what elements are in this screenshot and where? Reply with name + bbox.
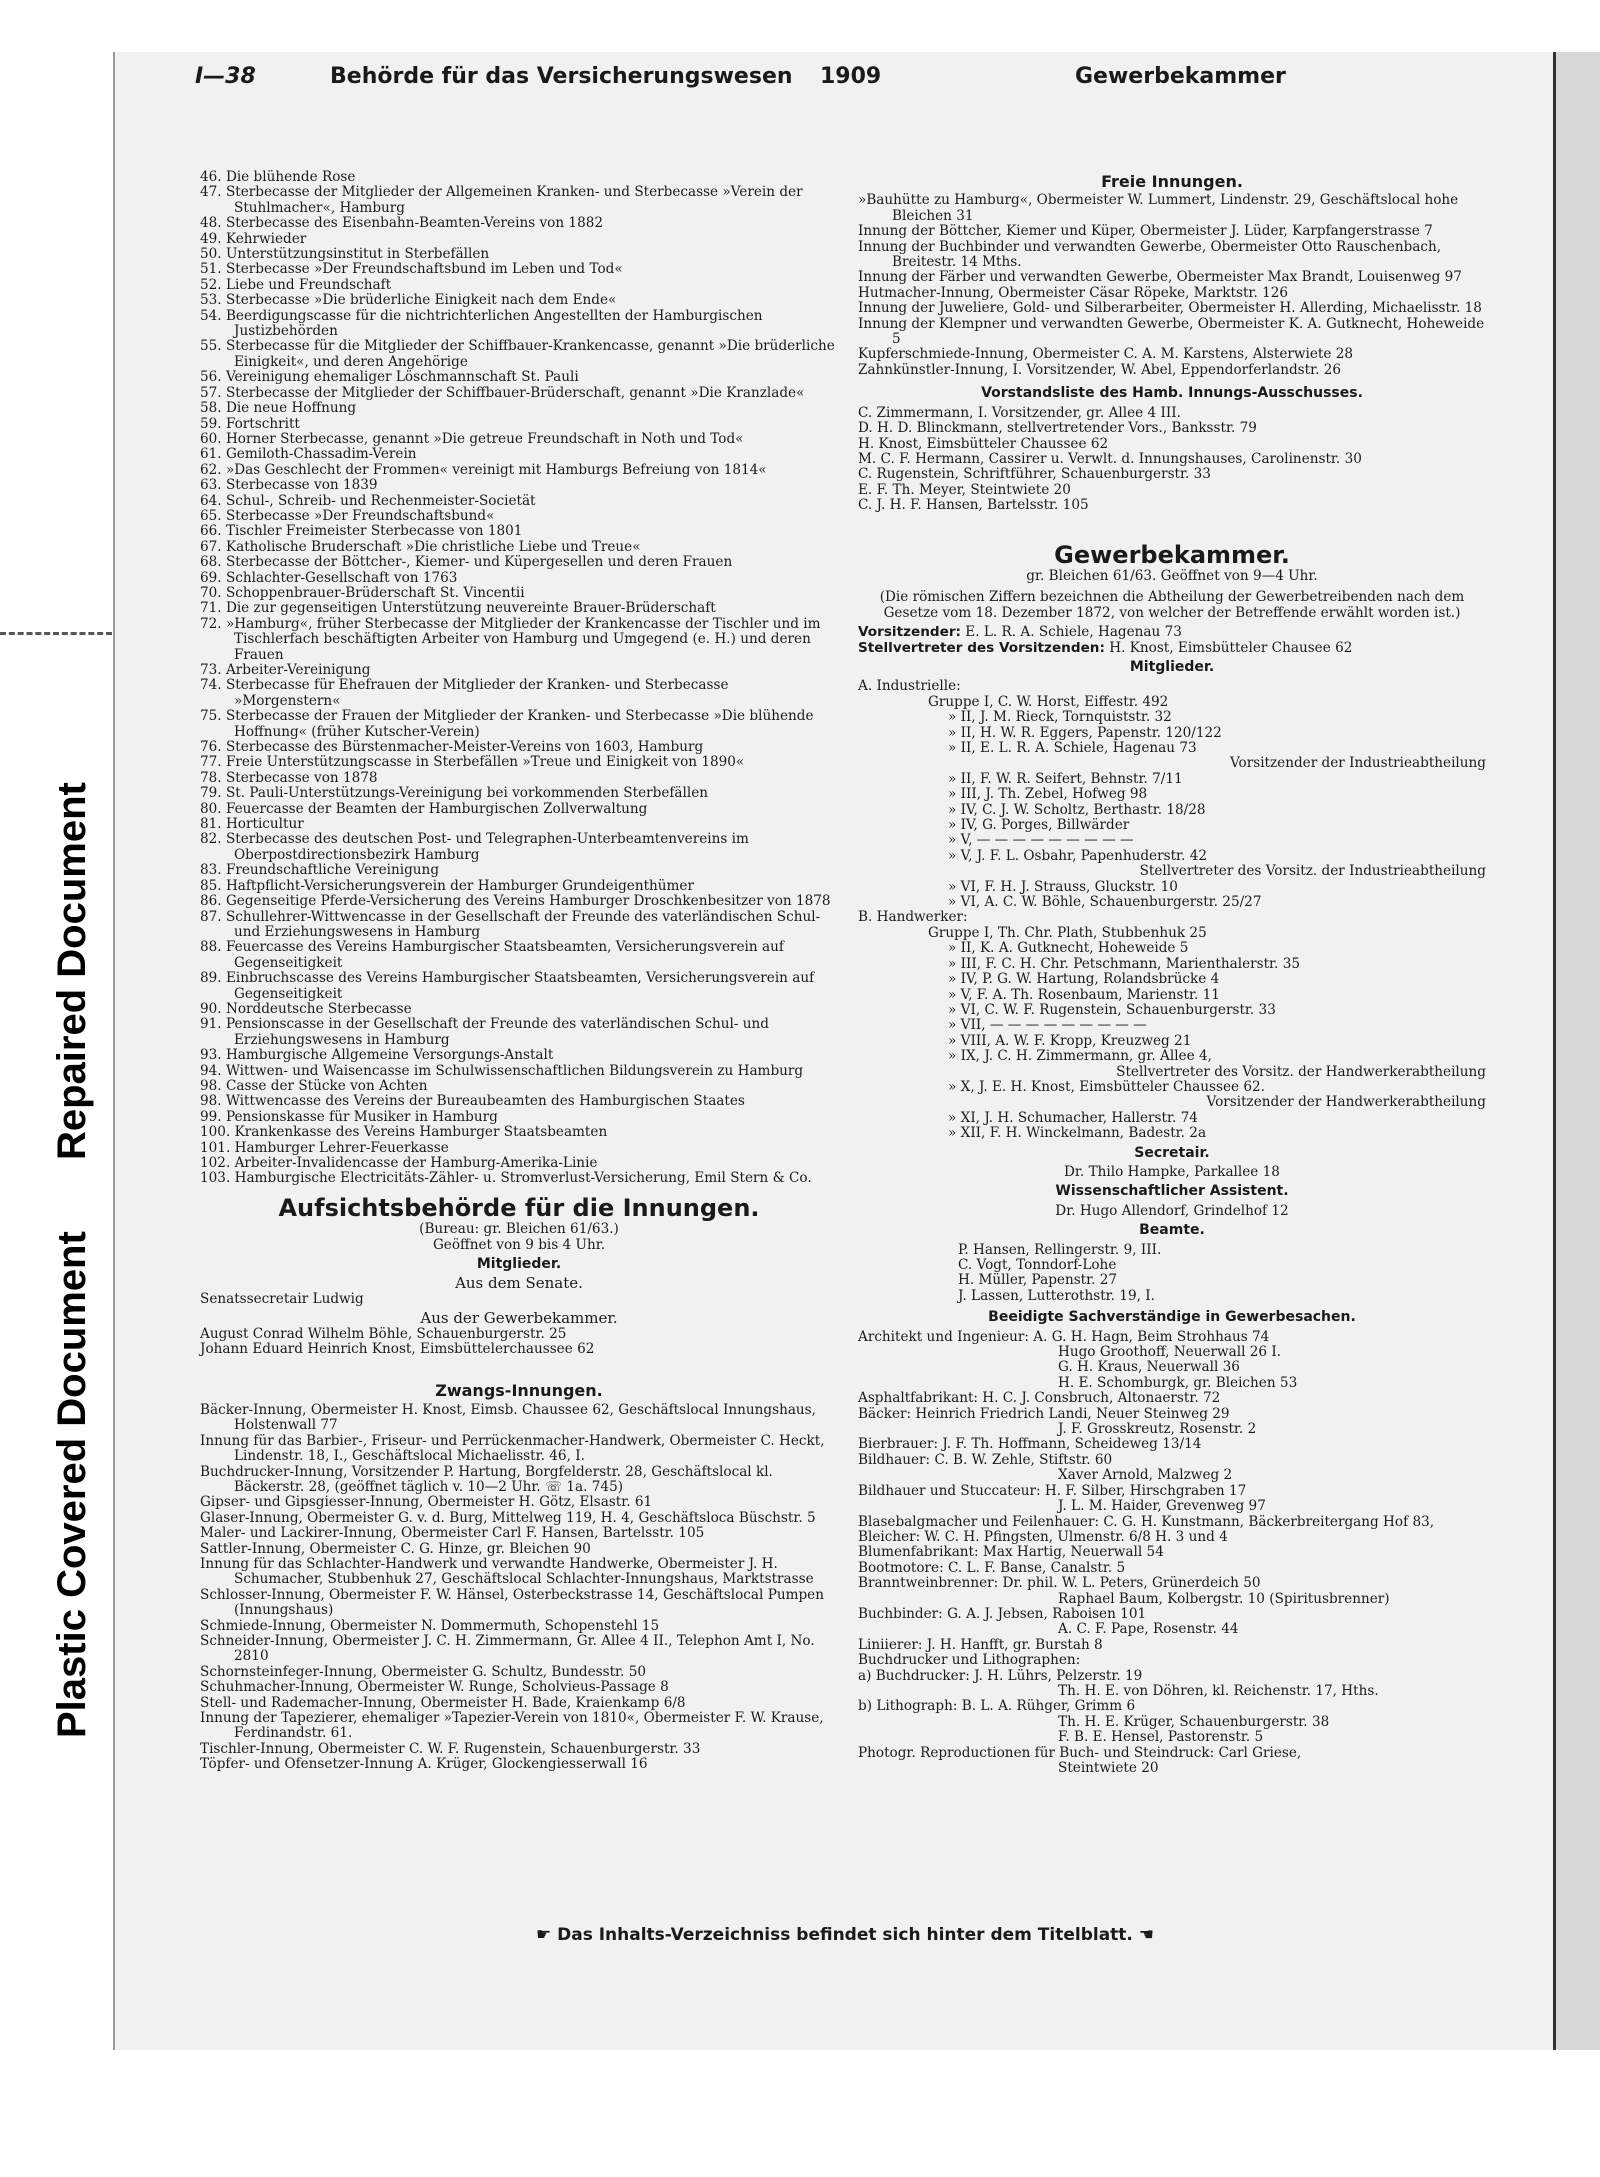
list-item: 69. Schlachter-Gesellschaft von 1763 — [200, 569, 458, 586]
list-item: Töpfer- und Ofensetzer-Innung A. Krüger, Glockengiesserwall 16 — [200, 1756, 648, 1773]
list-item: 90. Norddeutsche Sterbecasse — [200, 1000, 412, 1017]
list-item: Vorsitzender der Handwerkerabtheilung — [1206, 1094, 1486, 1111]
footer-note: ☛ Das Inhalts-Verzeichniss befindet sich hinter dem Titelblatt. ☚ — [535, 1925, 1155, 1945]
footer-text: Das Inhalts-Verzeichniss befindet sich hinter dem Titelblatt. — [557, 1925, 1133, 1945]
list-item: C. Rugenstein, Schriftführer, Schauenburgerstr. 33 — [858, 466, 1211, 483]
list-item: 65. Sterbecasse »Der Freundschaftsbund« — [200, 507, 495, 524]
page-header — [120, 64, 1550, 104]
list-item: Hutmacher-Innung, Obermeister Cäsar Röpeke, Marktstr. 126 — [858, 284, 1289, 301]
aufsicht-members-heading: Mitglieder. — [476, 1256, 562, 1273]
list-item: J. F. Grosskreutz, Rosenstr. 2 — [1058, 1421, 1257, 1438]
gewerbe-members-heading: Mitglieder. — [1129, 658, 1215, 675]
list-item: » III, J. Th. Zebel, Hofweg 98 — [948, 786, 1148, 803]
secretair-heading: Secretair. — [1134, 1144, 1210, 1161]
list-item: Innung der Böttcher, Kiemer und Küper, Obermeister J. Lüder, Karpfangerstrasse 7 — [858, 223, 1433, 240]
list-item: 88. Feuercasse des Vereins Hamburgischer Staatsbeamten, Versicherungsverein auf Gegenseitigkeit — [200, 939, 784, 971]
list-item: 76. Sterbecasse des Bürstenmacher-Meister-Vereins von 1603, Hamburg — [200, 739, 704, 756]
list-item: 103. Hamburgische Electricitäts-Zähler- u. Stromverlust-Versicherung, Emil Stern & Co. — [200, 1170, 812, 1187]
list-item: P. Hansen, Rellingerstr. 9, III. — [958, 1241, 1162, 1258]
list-item: Xaver Arnold, Malzweg 2 — [1058, 1467, 1233, 1484]
list-item: H. Müller, Papenstr. 27 — [958, 1272, 1118, 1289]
list-item: 100. Krankenkasse des Vereins Hamburger Staatsbeamten — [200, 1124, 608, 1141]
list-item: Buchdrucker und Lithographen: — [858, 1652, 1081, 1669]
list-item: D. H. D. Blinckmann, stellvertretender Vors., Banksstr. 79 — [858, 420, 1257, 437]
list-item: 72. »Hamburg«, früher Sterbecasse der Mitglieder der Krankencasse der Tischler und im Tischlerfach beschäftigten Arbeiter von Hamburg und Umgegend (e. H.) und deren Frauen — [200, 615, 821, 663]
list-item: 99. Pensionskasse für Musiker in Hamburg — [200, 1108, 498, 1125]
list-item: H. E. Schomburgk, gr. Bleichen 53 — [1058, 1374, 1298, 1391]
list-item: G. H. Kraus, Neuerwall 36 — [1058, 1359, 1240, 1376]
list-item: 89. Einbruchscasse des Vereins Hamburgischer Staatsbeamten, Versicherungsverein auf Gegenseitigkeit — [200, 970, 815, 1002]
list-item: 74. Sterbecasse für Ehefrauen der Mitglieder der Kranken- und Sterbecasse »Morgenstern« — [200, 677, 729, 709]
beamte-list — [858, 1243, 1486, 1305]
senate-member: Senatssecretair Ludwig — [200, 1290, 364, 1307]
list-item: Gruppe I, C. W. Horst, Eiffestr. 492 — [928, 693, 1169, 710]
list-item: Bildhauer: C. B. W. Zehle, Stiftstr. 60 — [858, 1451, 1113, 1468]
list-item: 61. Gemiloth-Chassadim-Verein — [200, 446, 417, 463]
list-item: J. Lassen, Lutterothstr. 19, I. — [958, 1287, 1155, 1304]
list-item: Buchdrucker-Innung, Vorsitzender P. Hartung, Borgfelderstr. 28, Geschäftslocal kl. Bäckerstr. 28, (geöffnet täglich v. 10—2 Uhr. ☏ 1a. 745) — [200, 1463, 773, 1495]
list-item: Stell- und Rademacher-Innung, Obermeister H. Bade, Kraienkamp 6/8 — [200, 1694, 686, 1711]
aufsicht-bureau: (Bureau: gr. Bleichen 61/63.) — [419, 1221, 619, 1238]
list-item: 47. Sterbecasse der Mitglieder der Allgemeinen Kranken- und Sterbecasse »Verein der Stuhlmacher«, Hamburg — [200, 184, 803, 216]
sachv-list — [858, 1330, 1486, 1777]
list-item: » IV, G. Porges, Billwärder — [948, 817, 1130, 834]
list-item: 98. Wittwencasse des Vereins der Bureaubeamten des Hamburgischen Staates — [200, 1093, 745, 1110]
list-item: F. B. E. Hensel, Pastorenstr. 5 — [1058, 1729, 1264, 1746]
gewerbe-heading: Gewerbekammer. — [1054, 540, 1290, 569]
list-item: 86. Gegenseitige Pferde-Versicherung des Vereins Hamburger Droschkenbesitzer von 1878 — [200, 893, 831, 910]
list-item: 98. Casse der Stücke von Achten — [200, 1077, 428, 1094]
beamte-heading: Beamte. — [1139, 1222, 1205, 1239]
aufsicht-heading: Aufsichtsbehörde für die Innungen. — [278, 1193, 760, 1222]
page-bottom — [113, 2050, 1600, 2177]
vice-name: H. Knost, Eimsbütteler Chausee 62 — [1109, 639, 1353, 656]
list-item: » II, H. W. R. Eggers, Papenstr. 120/122 — [948, 724, 1222, 741]
list-item: 51. Sterbecasse »Der Freundschaftsbund im Leben und Tod« — [200, 261, 623, 278]
list-item: E. F. Th. Meyer, Steintwiete 20 — [858, 481, 1071, 498]
list-item: Innung der Buchbinder und verwandten Gewerbe, Obermeister Otto Rauschenbach, Breitestr. 14 Mths. — [858, 238, 1442, 271]
page-edge — [1553, 52, 1600, 2050]
list-item: 70. Schoppenbrauer-Brüderschaft St. Vincentii — [200, 584, 525, 601]
list-item: 46. Die blühende Rose — [200, 169, 356, 185]
list-item: Innung für das Barbier-, Friseur- und Perrückenmacher-Handwerk, Obermeister C. Heckt, Lindenstr. 18, I., Geschäftslocal Michaelisstr. 46, I. — [200, 1432, 825, 1465]
list-item: Innung für das Schlachter-Handwerk und verwandte Handwerke, Obermeister J. H. Schumacher, Stubbenhuk 27, Geschäftslocal Schlachter-Innungshaus, Marktstrasse — [200, 1555, 814, 1588]
list-item: 77. Freie Unterstützungscasse in Sterbefällen »Treue und Einigkeit von 1890« — [200, 754, 745, 771]
kammer-member: Johann Eduard Heinrich Knost, Eimsbüttelerchaussee 62 — [200, 1341, 595, 1358]
vorstand-heading: Vorstandsliste des Hamb. Innungs-Ausschusses. — [981, 385, 1363, 402]
list-item: 75. Sterbecasse der Frauen der Mitglieder der Kranken- und Sterbecasse »Die blühende Hoffnung« (früher Kutscher-Verein) — [200, 708, 814, 740]
list-item: M. C. F. Hermann, Cassirer u. Verwlt. d. Innungshauses, Carolinenstr. 30 — [858, 450, 1362, 467]
vorstand-list — [858, 406, 1486, 514]
list-item: Schmiede-Innung, Obermeister N. Dommermuth, Schopenstehl 15 — [200, 1617, 660, 1634]
list-item: Stellvertreter des Vorsitz. der Industrieabtheilung — [1139, 863, 1486, 880]
list-item: » II, K. A. Gutknecht, Hoheweide 5 — [948, 940, 1189, 957]
list-item: Blasebalgmacher und Feilenhauer: C. G. H. Kunstmann, Bäckerbreitergang Hof 83, — [858, 1513, 1435, 1530]
kammer-heading: Aus der Gewerbekammer. — [420, 1309, 618, 1328]
left-column — [200, 170, 838, 1773]
freie-list — [858, 193, 1486, 378]
list-item: » II, J. M. Rieck, Tornquiststr. 32 — [948, 709, 1172, 726]
list-item: » V, J. F. L. Osbahr, Papenhuderstr. 42 — [948, 847, 1207, 864]
handwerk-label: B. Handwerker: — [858, 909, 968, 926]
gewerbe-address: gr. Bleichen 61/63. Geöffnet von 9—4 Uhr. — [1026, 567, 1318, 584]
list-item: » XII, F. H. Winckelmann, Badestr. 2a — [948, 1125, 1207, 1142]
list-item: Raphael Baum, Kolbergstr. 10 (Spiritusbrenner) — [1058, 1590, 1390, 1607]
assistent-heading: Wissenschaftlicher Assistent. — [1055, 1183, 1289, 1200]
list-item: Innung der Tapezierer, ehemaliger »Tapezier-Verein von 1810«, Obermeister F. W. Krause, Ferdinandstr. 61. — [200, 1710, 824, 1742]
list-item: Bootmotore: C. L. F. Banse, Canalstr. 5 — [858, 1559, 1126, 1576]
list-item: 94. Wittwen- und Waisencasse im Schulwissenschaftlichen Bildungsverein zu Hamburg — [200, 1062, 804, 1079]
list-item: 52. Liebe und Freundschaft — [200, 276, 392, 293]
list-item: 67. Katholische Bruderschaft »Die christliche Liebe und Treue« — [200, 538, 641, 555]
list-item: 93. Hamburgische Allgemeine Versorgungs-Anstalt — [200, 1047, 554, 1064]
list-item: » II, F. W. R. Seifert, Behnstr. 7/11 — [948, 770, 1183, 787]
list-item: 79. St. Pauli-Unterstützungs-Vereinigung bei vorkommenden Sterbefällen — [200, 785, 709, 802]
header-title: Behörde für das Versicherungswesen — [330, 64, 793, 89]
list-item: A. C. F. Pape, Rosenstr. 44 — [1058, 1621, 1239, 1638]
cut-line — [0, 632, 112, 635]
list-item: 64. Schul-, Schreib- und Rechenmeister-Societät — [200, 492, 536, 509]
list-item: 54. Beerdigungscasse für die nichtrichterlichen Angestellten der Hamburgischen Justizbehörden — [200, 307, 763, 340]
zwangs-heading: Zwangs-Innungen. — [435, 1381, 603, 1401]
list-item: C. Vogt, Tonndorf-Lohe — [958, 1257, 1117, 1273]
list-item: 50. Unterstützungsinstitut in Sterbefällen — [200, 246, 490, 263]
list-item: H. Knost, Eimsbütteler Chaussee 62 — [858, 435, 1109, 452]
list-item: Bäcker: Heinrich Friedrich Landi, Neuer Steinweg 29 — [858, 1405, 1230, 1422]
list-item: » II, E. L. R. A. Schiele, Hagenau 73 — [948, 740, 1197, 756]
list-item: » IX, J. C. H. Zimmermann, gr. Allee 4, — [948, 1048, 1212, 1065]
list-item: » IV, P. G. W. Hartung, Rolandsbrücke 4 — [948, 971, 1220, 988]
list-item: » VIII, A. W. F. Kropp, Kreuzweg 21 — [948, 1032, 1192, 1049]
list-item: 80. Feuercasse der Beamten der Hamburgischen Zollverwaltung — [200, 800, 648, 817]
sterbecasse-list — [200, 170, 838, 1187]
list-item: » VI, F. H. J. Strauss, Gluckstr. 10 — [948, 878, 1178, 895]
list-item: 73. Arbeiter-Vereinigung — [200, 662, 371, 678]
header-section: Gewerbekammer — [1075, 64, 1286, 89]
list-item: Glaser-Innung, Obermeister G. v. d. Burg, Mittelweg 119, H. 4, Geschäftsloca Büschstr. 5 — [200, 1509, 816, 1526]
list-item: Architekt und Ingenieur: A. G. H. Hagn, Beim Strohhaus 74 — [858, 1328, 1270, 1345]
list-item: C. Zimmermann, I. Vorsitzender, gr. Allee 4 III. — [858, 404, 1181, 421]
list-item: 56. Vereinigung ehemaliger Löschmannschaft St. Pauli — [200, 369, 579, 386]
list-item: Vorsitzender der Industrieabtheilung — [1229, 755, 1486, 772]
list-item: Innung der Juweliere, Gold- und Silberarbeiter, Obermeister H. Allerding, Michaelisstr. 18 — [858, 300, 1482, 317]
list-item: 68. Sterbecasse der Böttcher-, Kiemer- und Küpergesellen und deren Frauen — [200, 554, 733, 571]
list-item: Hugo Groothoff, Neuerwall 26 I. — [1058, 1344, 1282, 1361]
list-item: Bleicher: W. C. H. Pfingsten, Ulmenstr. 6/8 H. 3 und 4 — [858, 1528, 1228, 1545]
list-item: 55. Sterbecasse für die Mitglieder der Schiffbauer-Krankencasse, genannt »Die brüderliche Einigkeit«, und deren Angehörige — [200, 338, 835, 370]
list-item: 57. Sterbecasse der Mitglieder der Schiffbauer-Brüderschaft, genannt »Die Kranzlade« — [200, 384, 805, 401]
list-item: » V, — — — — — — — — — — [948, 832, 1134, 849]
list-item: Bäcker-Innung, Obermeister H. Knost, Eimsb. Chaussee 62, Geschäftslocal Innungshaus, Holstenwall 77 — [200, 1401, 816, 1434]
list-item: Photogr. Reproductionen für Buch- und Steindruck: Carl Griese, — [858, 1744, 1302, 1761]
list-item: Innung der Klempner und verwandten Gewerbe, Obermeister K. A. Gutknecht, Hoheweide 5 — [858, 315, 1485, 348]
list-item: Gruppe I, Th. Chr. Plath, Stubbenhuk 25 — [928, 924, 1207, 941]
zwangs-list — [200, 1403, 838, 1773]
list-item: 85. Haftpflicht-Versicherungsverein der Hamburger Grundeigenthümer — [200, 877, 694, 894]
list-item: J. L. M. Haider, Grevenweg 97 — [1058, 1498, 1266, 1515]
list-item: 63. Sterbecasse von 1839 — [200, 477, 378, 494]
list-item: » X, J. E. H. Knost, Eimsbütteler Chaussee 62. — [948, 1078, 1266, 1095]
assistent-name: Dr. Hugo Allendorf, Grindelhof 12 — [1055, 1202, 1289, 1219]
list-item: Tischler-Innung, Obermeister C. W. F. Rugenstein, Schauenburgerstr. 33 — [200, 1740, 701, 1757]
list-item: Bierbrauer: J. F. Th. Hoffmann, Scheideweg 13/14 — [858, 1436, 1202, 1453]
list-item: 81. Horticultur — [200, 816, 304, 833]
list-item: » XI, J. H. Schumacher, Hallerstr. 74 — [948, 1109, 1198, 1126]
list-item: Th. H. E. von Döhren, kl. Reichenstr. 17, Hths. — [1058, 1682, 1379, 1699]
list-item: Asphaltfabrikant: H. C. J. Consbruch, Altonaerstr. 72 — [858, 1390, 1221, 1407]
list-item: 101. Hamburger Lehrer-Feuerkasse — [200, 1139, 449, 1156]
list-item: C. J. H. F. Hansen, Bartelsstr. 105 — [858, 497, 1089, 514]
list-item: »Bauhütte zu Hamburg«, Obermeister W. Lummert, Lindenstr. 29, Geschäftslocal hohe Bleichen 31 — [858, 192, 1459, 224]
list-item: » VI, A. C. W. Böhle, Schauenburgerstr. 25/27 — [948, 894, 1262, 911]
right-column — [858, 170, 1486, 1776]
list-item: Schneider-Innung, Obermeister J. C. H. Zimmermann, Gr. Allee 4 II., Telephon Amt I, No. 2810 — [200, 1632, 815, 1665]
secretair-name: Dr. Thilo Hampke, Parkallee 18 — [1064, 1163, 1280, 1180]
list-item: 91. Pensionscasse in der Gesellschaft der Freunde des vaterländischen Schul- und Erziehungswesens in Hamburg — [200, 1016, 770, 1048]
list-item: 83. Freundschaftliche Vereinigung — [200, 862, 440, 879]
list-item: 48. Sterbecasse des Eisenbahn-Beamten-Vereins von 1882 — [200, 215, 604, 232]
list-item: Buchbinder: G. A. J. Jebsen, Raboisen 101 — [858, 1605, 1147, 1622]
kammer-member: August Conrad Wilhelm Böhle, Schauenburgerstr. 25 — [200, 1325, 567, 1342]
list-item: Bildhauer und Stuccateur: H. F. Silber, Hirschgraben 17 — [858, 1482, 1247, 1499]
list-item: 87. Schullehrer-Wittwencasse in der Gesellschaft der Freunde des vaterländischen Schul- und Erziehungswesens in Hamburg — [200, 908, 821, 940]
header-year: 1909 — [820, 64, 882, 89]
list-item: 58. Die neue Hoffnung — [200, 400, 357, 417]
list-item: 78. Sterbecasse von 1878 — [200, 769, 378, 786]
list-item: Schlosser-Innung, Obermeister F. W. Hänsel, Osterbeckstrasse 14, Geschäftslocal Pumpen (Innungshaus) — [200, 1586, 824, 1619]
list-item: Schornsteinfeger-Innung, Obermeister G. Schultz, Bundesstr. 50 — [200, 1663, 646, 1680]
freie-heading: Freie Innungen. — [1101, 172, 1243, 191]
list-item: » IV, C. J. W. Scholtz, Berthastr. 18/28 — [948, 801, 1206, 818]
list-item: 82. Sterbecasse des deutschen Post- und Telegraphen-Unterbeamtenvereins im Oberpostdirectionsbezirk Hamburg — [200, 831, 749, 863]
list-item: Innung der Färber und verwandten Gewerbe, Obermeister Max Brandt, Louisenweg 97 — [858, 269, 1462, 286]
list-item: » VII, — — — — — — — — — — [948, 1017, 1147, 1034]
list-item: Maler- und Lackirer-Innung, Obermeister Carl F. Hansen, Bartelsstr. 105 — [200, 1525, 705, 1542]
list-item: 60. Horner Sterbecasse, genannt »Die getreue Freundschaft in Noth und Tod« — [200, 430, 744, 447]
handwerk-list — [858, 926, 1486, 1142]
list-item: 102. Arbeiter-Invalidencasse der Hamburg-Amerika-Linie — [200, 1155, 598, 1171]
plastic-covered-document-label: Plastic Covered Document — [50, 1231, 94, 1738]
list-item: Sattler-Innung, Obermeister C. G. Hinze, gr. Bleichen 90 — [200, 1540, 591, 1557]
senate-heading: Aus dem Senate. — [455, 1274, 583, 1293]
industrie-label: A. Industrielle: — [858, 678, 961, 695]
list-item: Branntweinbrenner: Dr. phil. W. L. Peters, Grünerdeich 50 — [858, 1575, 1261, 1592]
vice-label: Stellvertreter des Vorsitzenden: — [858, 639, 1105, 656]
list-item: Gipser- und Gipsgiesser-Innung, Obermeister H. Götz, Elsastr. 61 — [200, 1494, 653, 1511]
industrie-list — [858, 695, 1486, 911]
list-item: 49. Kehrwieder — [200, 230, 307, 247]
list-item: 62. »Das Geschlecht der Frommen« vereinigt mit Hamburgs Befreiung von 1814« — [200, 461, 767, 478]
list-item: 66. Tischler Freimeister Sterbecasse von 1801 — [200, 523, 523, 540]
list-item: Th. H. E. Krüger, Schauenburgerstr. 38 — [1058, 1713, 1330, 1730]
chair-label: Vorsitzender: — [858, 624, 961, 641]
chair-name: E. L. R. A. Schiele, Hagenau 73 — [965, 624, 1182, 641]
list-item: Schuhmacher-Innung, Obermeister W. Runge, Scholvieus-Passage 8 — [200, 1679, 669, 1696]
list-item: a) Buchdrucker: J. H. Lührs, Pelzerstr. 19 — [858, 1667, 1143, 1684]
list-item: Stellvertreter des Vorsitz. der Handwerkerabtheilung — [1116, 1063, 1486, 1080]
sachv-heading: Beeidigte Sachverständige in Gewerbesachen. — [988, 1309, 1356, 1326]
gewerbe-note: (Die römischen Ziffern bezeichnen die Abtheilung der Gewerbetreibenden nach dem Gesetze vom 18. Dezember 1872, von welcher der Betreffende erwählt worden ist.) — [879, 589, 1465, 621]
list-item: Blumenfabrikant: Max Hartig, Neuerwall 54 — [858, 1544, 1164, 1561]
aufsicht-hours: Geöffnet von 9 bis 4 Uhr. — [432, 1236, 606, 1253]
list-item: 71. Die zur gegenseitigen Unterstützung neuvereinte Brauer-Brüderschaft — [200, 600, 716, 617]
list-item: » V, F. A. Th. Rosenbaum, Marienstr. 11 — [948, 986, 1220, 1003]
list-item: Liniierer: J. H. Hanfft, gr. Burstah 8 — [858, 1636, 1103, 1653]
repaired-document-label: Repaired Document — [50, 782, 94, 1160]
list-item: b) Lithograph: B. L. A. Rühger, Grimm 6 — [858, 1698, 1136, 1715]
list-item: 59. Fortschritt — [200, 415, 300, 432]
list-item: Zahnkünstler-Innung, I. Vorsitzender, W. Abel, Eppendorferlandstr. 26 — [858, 361, 1342, 378]
list-item: Kupferschmiede-Innung, Obermeister C. A. M. Karstens, Alsterwiete 28 — [858, 346, 1354, 363]
list-item: » III, F. C. H. Chr. Petschmann, Marienthalerstr. 35 — [948, 955, 1301, 972]
list-item: 53. Sterbecasse »Die brüderliche Einigkeit nach dem Ende« — [200, 292, 617, 309]
list-item: » VI, C. W. F. Rugenstein, Schauenburgerstr. 33 — [948, 1001, 1276, 1018]
page-number: I—38 — [195, 64, 256, 89]
list-item: Steintwiete 20 — [1058, 1760, 1159, 1776]
